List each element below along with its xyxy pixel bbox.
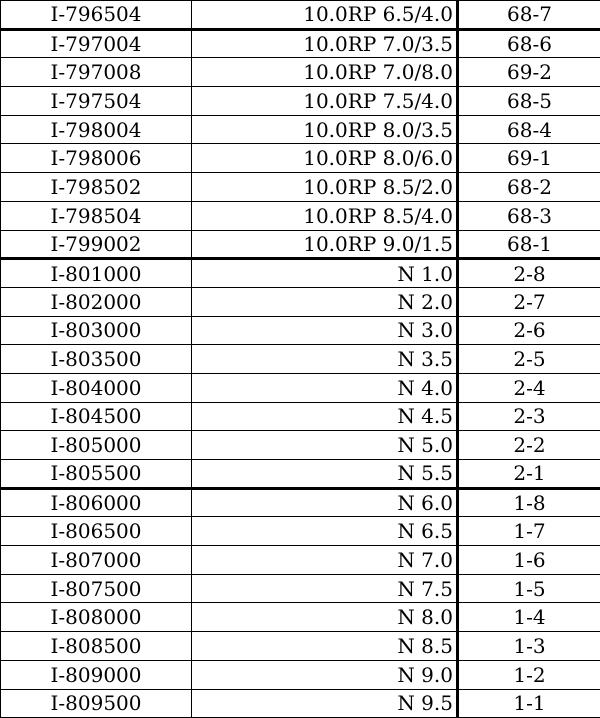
number-cell: 1-4	[458, 603, 600, 632]
table-row	[1, 431, 600, 460]
number-cell: 2-5	[458, 345, 600, 374]
number-cell: 1-1	[458, 689, 600, 718]
table-row	[1, 632, 600, 661]
number-cell: 68-4	[458, 115, 600, 144]
code-cell: I-799002	[1, 230, 192, 259]
table-row	[1, 488, 600, 517]
code-cell: I-809000	[1, 660, 192, 689]
color-spec-cell: N 4.0	[192, 373, 458, 402]
table-row	[1, 316, 600, 345]
color-spec-cell: N 6.5	[192, 517, 458, 546]
color-spec-cell: N 5.5	[192, 460, 458, 489]
color-spec-cell: 10.0RP 6.5/4.0	[192, 1, 458, 30]
code-cell: I-798004	[1, 115, 192, 144]
color-spec-cell: N 8.5	[192, 632, 458, 661]
code-cell: I-798502	[1, 173, 192, 202]
number-cell: 1-2	[458, 660, 600, 689]
number-cell: 68-6	[458, 29, 600, 58]
table-row	[1, 201, 600, 230]
table-row	[1, 1, 600, 30]
color-spec-cell: N 7.5	[192, 574, 458, 603]
table-row	[1, 345, 600, 374]
number-cell: 2-3	[458, 402, 600, 431]
code-cell: I-808500	[1, 632, 192, 661]
table-row	[1, 460, 600, 489]
code-cell: I-796504	[1, 1, 192, 30]
code-cell: I-808000	[1, 603, 192, 632]
number-cell: 68-7	[458, 1, 600, 30]
code-cell: I-805000	[1, 431, 192, 460]
color-spec-cell: N 8.0	[192, 603, 458, 632]
code-cell: I-803000	[1, 316, 192, 345]
color-spec-cell: 10.0RP 8.0/6.0	[192, 144, 458, 173]
number-cell: 1-3	[458, 632, 600, 661]
table-row	[1, 689, 600, 718]
number-cell: 2-6	[458, 316, 600, 345]
table-row	[1, 144, 600, 173]
number-cell: 2-4	[458, 373, 600, 402]
code-cell: I-797004	[1, 29, 192, 58]
number-cell: 1-7	[458, 517, 600, 546]
table-row	[1, 287, 600, 316]
table-row	[1, 603, 600, 632]
number-cell: 69-2	[458, 58, 600, 87]
color-spec-cell: 10.0RP 8.0/3.5	[192, 115, 458, 144]
code-cell: I-804500	[1, 402, 192, 431]
number-cell: 1-5	[458, 574, 600, 603]
color-spec-cell: N 1.0	[192, 259, 458, 288]
code-cell: I-806500	[1, 517, 192, 546]
number-cell: 2-7	[458, 287, 600, 316]
number-cell: 68-1	[458, 230, 600, 259]
color-spec-cell: N 7.0	[192, 546, 458, 575]
number-cell: 68-5	[458, 87, 600, 116]
color-spec-cell: N 6.0	[192, 488, 458, 517]
table-row	[1, 259, 600, 288]
table-row	[1, 230, 600, 259]
color-spec-cell: N 3.0	[192, 316, 458, 345]
code-cell: I-797504	[1, 87, 192, 116]
color-spec-cell: N 5.0	[192, 431, 458, 460]
code-cell: I-798504	[1, 201, 192, 230]
color-spec-cell: 10.0RP 8.5/4.0	[192, 201, 458, 230]
number-cell: 2-2	[458, 431, 600, 460]
code-cell: I-797008	[1, 58, 192, 87]
table-row	[1, 574, 600, 603]
code-cell: I-803500	[1, 345, 192, 374]
code-cell: I-802000	[1, 287, 192, 316]
table-row	[1, 173, 600, 202]
color-spec-cell: 10.0RP 7.5/4.0	[192, 87, 458, 116]
code-cell: I-801000	[1, 259, 192, 288]
table-body	[1, 1, 600, 718]
color-spec-cell: 10.0RP 9.0/1.5	[192, 230, 458, 259]
code-cell: I-807000	[1, 546, 192, 575]
number-cell: 1-6	[458, 546, 600, 575]
table-row	[1, 58, 600, 87]
number-cell: 68-3	[458, 201, 600, 230]
number-cell: 2-1	[458, 460, 600, 489]
color-spec-cell: N 9.0	[192, 660, 458, 689]
table-row	[1, 660, 600, 689]
table-row	[1, 29, 600, 58]
table-row	[1, 373, 600, 402]
number-cell: 2-8	[458, 259, 600, 288]
color-spec-cell: 10.0RP 8.5/2.0	[192, 173, 458, 202]
number-cell: 1-8	[458, 488, 600, 517]
table-row	[1, 517, 600, 546]
code-cell: I-798006	[1, 144, 192, 173]
color-spec-cell: N 2.0	[192, 287, 458, 316]
table-row	[1, 402, 600, 431]
color-spec-cell: 10.0RP 7.0/8.0	[192, 58, 458, 87]
code-cell: I-807500	[1, 574, 192, 603]
code-cell: I-804000	[1, 373, 192, 402]
table-row	[1, 87, 600, 116]
number-cell: 69-1	[458, 144, 600, 173]
code-cell: I-809500	[1, 689, 192, 718]
number-cell: 68-2	[458, 173, 600, 202]
code-cell: I-805500	[1, 460, 192, 489]
code-cell: I-806000	[1, 488, 192, 517]
color-spec-cell: N 4.5	[192, 402, 458, 431]
color-spec-cell: N 3.5	[192, 345, 458, 374]
color-spec-cell: 10.0RP 7.0/3.5	[192, 29, 458, 58]
table-row	[1, 546, 600, 575]
color-spec-cell: N 9.5	[192, 689, 458, 718]
table-row	[1, 115, 600, 144]
